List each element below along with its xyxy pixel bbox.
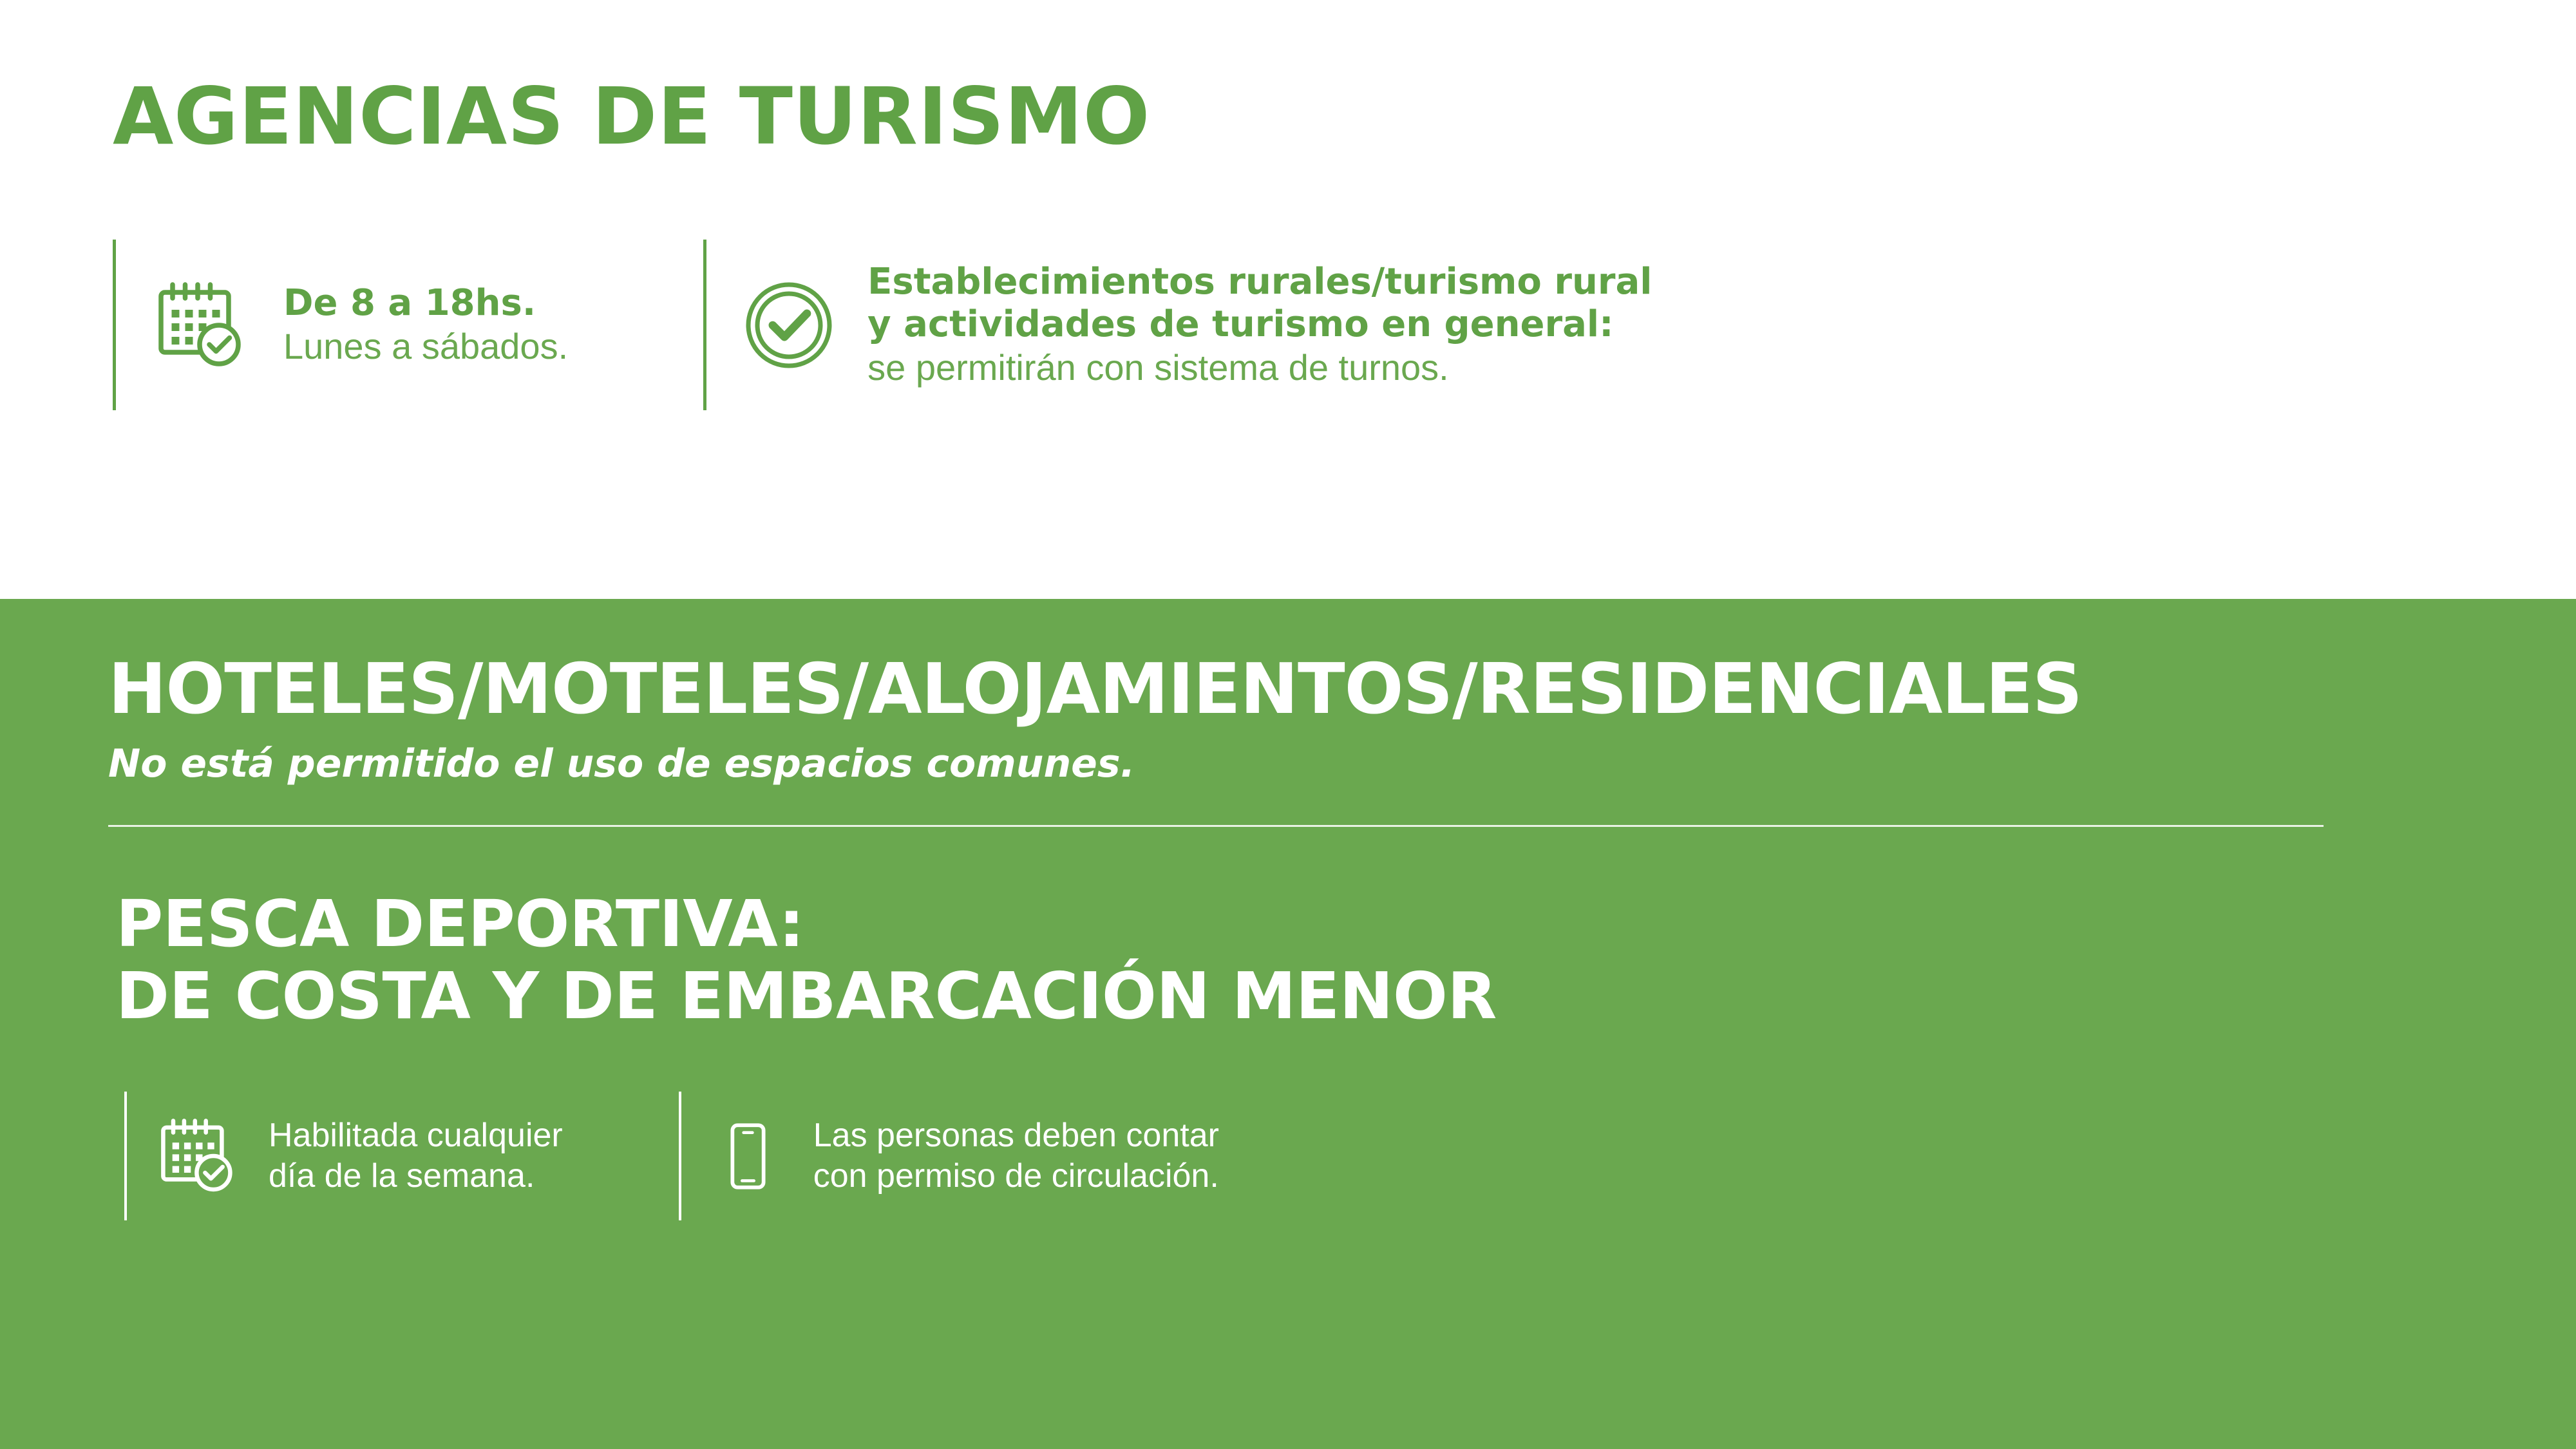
fishing-block xyxy=(116,888,2576,1032)
hotels-subtitle: No está permitido el uso de espacios comunes. xyxy=(108,741,1135,787)
rural-tourism-text xyxy=(867,261,1652,388)
check-circle-icon xyxy=(744,280,834,370)
circulation-permit-line2: con permiso de circulación. xyxy=(813,1157,1219,1195)
top-info-row xyxy=(113,240,2576,410)
circulation-permit-text xyxy=(813,1115,1219,1197)
schedule-days: Lunes a sábados. xyxy=(283,325,569,366)
rural-tourism-line1: Establecimientos rurales/turismo rural xyxy=(867,261,1653,303)
rural-tourism-line3: se permitirán con sistema de turnos. xyxy=(867,346,1449,388)
fishing-days-line2: día de la semana. xyxy=(269,1157,535,1195)
page-title: AGENCIAS DE TURISMO xyxy=(113,71,1150,162)
section-divider xyxy=(108,825,2324,827)
circulation-permit-info-item xyxy=(679,1092,1219,1220)
fishing-title-line1: PESCA DEPORTIVA: xyxy=(116,886,804,962)
fishing-days-line1: Habilitada cualquier xyxy=(269,1116,563,1154)
schedule-info-item xyxy=(113,240,568,410)
hotels-title: HOTELES/MOTELES/ALOJAMIENTOS/RESIDENCIALES xyxy=(108,649,2082,730)
fishing-info-row xyxy=(124,1092,2576,1220)
schedule-hours: De 8 a 18hs. xyxy=(283,282,536,325)
rural-tourism-info-item xyxy=(703,240,1652,410)
tourism-agencies-section xyxy=(0,0,2576,599)
circulation-permit-line1: Las personas deben contar xyxy=(813,1116,1219,1154)
fishing-title-line2: DE COSTA Y DE EMBARCACIÓN MENOR xyxy=(116,958,1497,1034)
mobile-phone-icon xyxy=(711,1119,785,1193)
fishing-days-text xyxy=(269,1115,563,1197)
lodging-fishing-section xyxy=(0,599,2576,1449)
calendar-check-icon xyxy=(153,277,250,374)
calendar-check-icon xyxy=(156,1114,240,1198)
rural-tourism-line2: y actividades de turismo en general: xyxy=(867,303,1614,346)
schedule-text xyxy=(283,282,568,367)
fishing-days-info-item xyxy=(124,1092,563,1220)
